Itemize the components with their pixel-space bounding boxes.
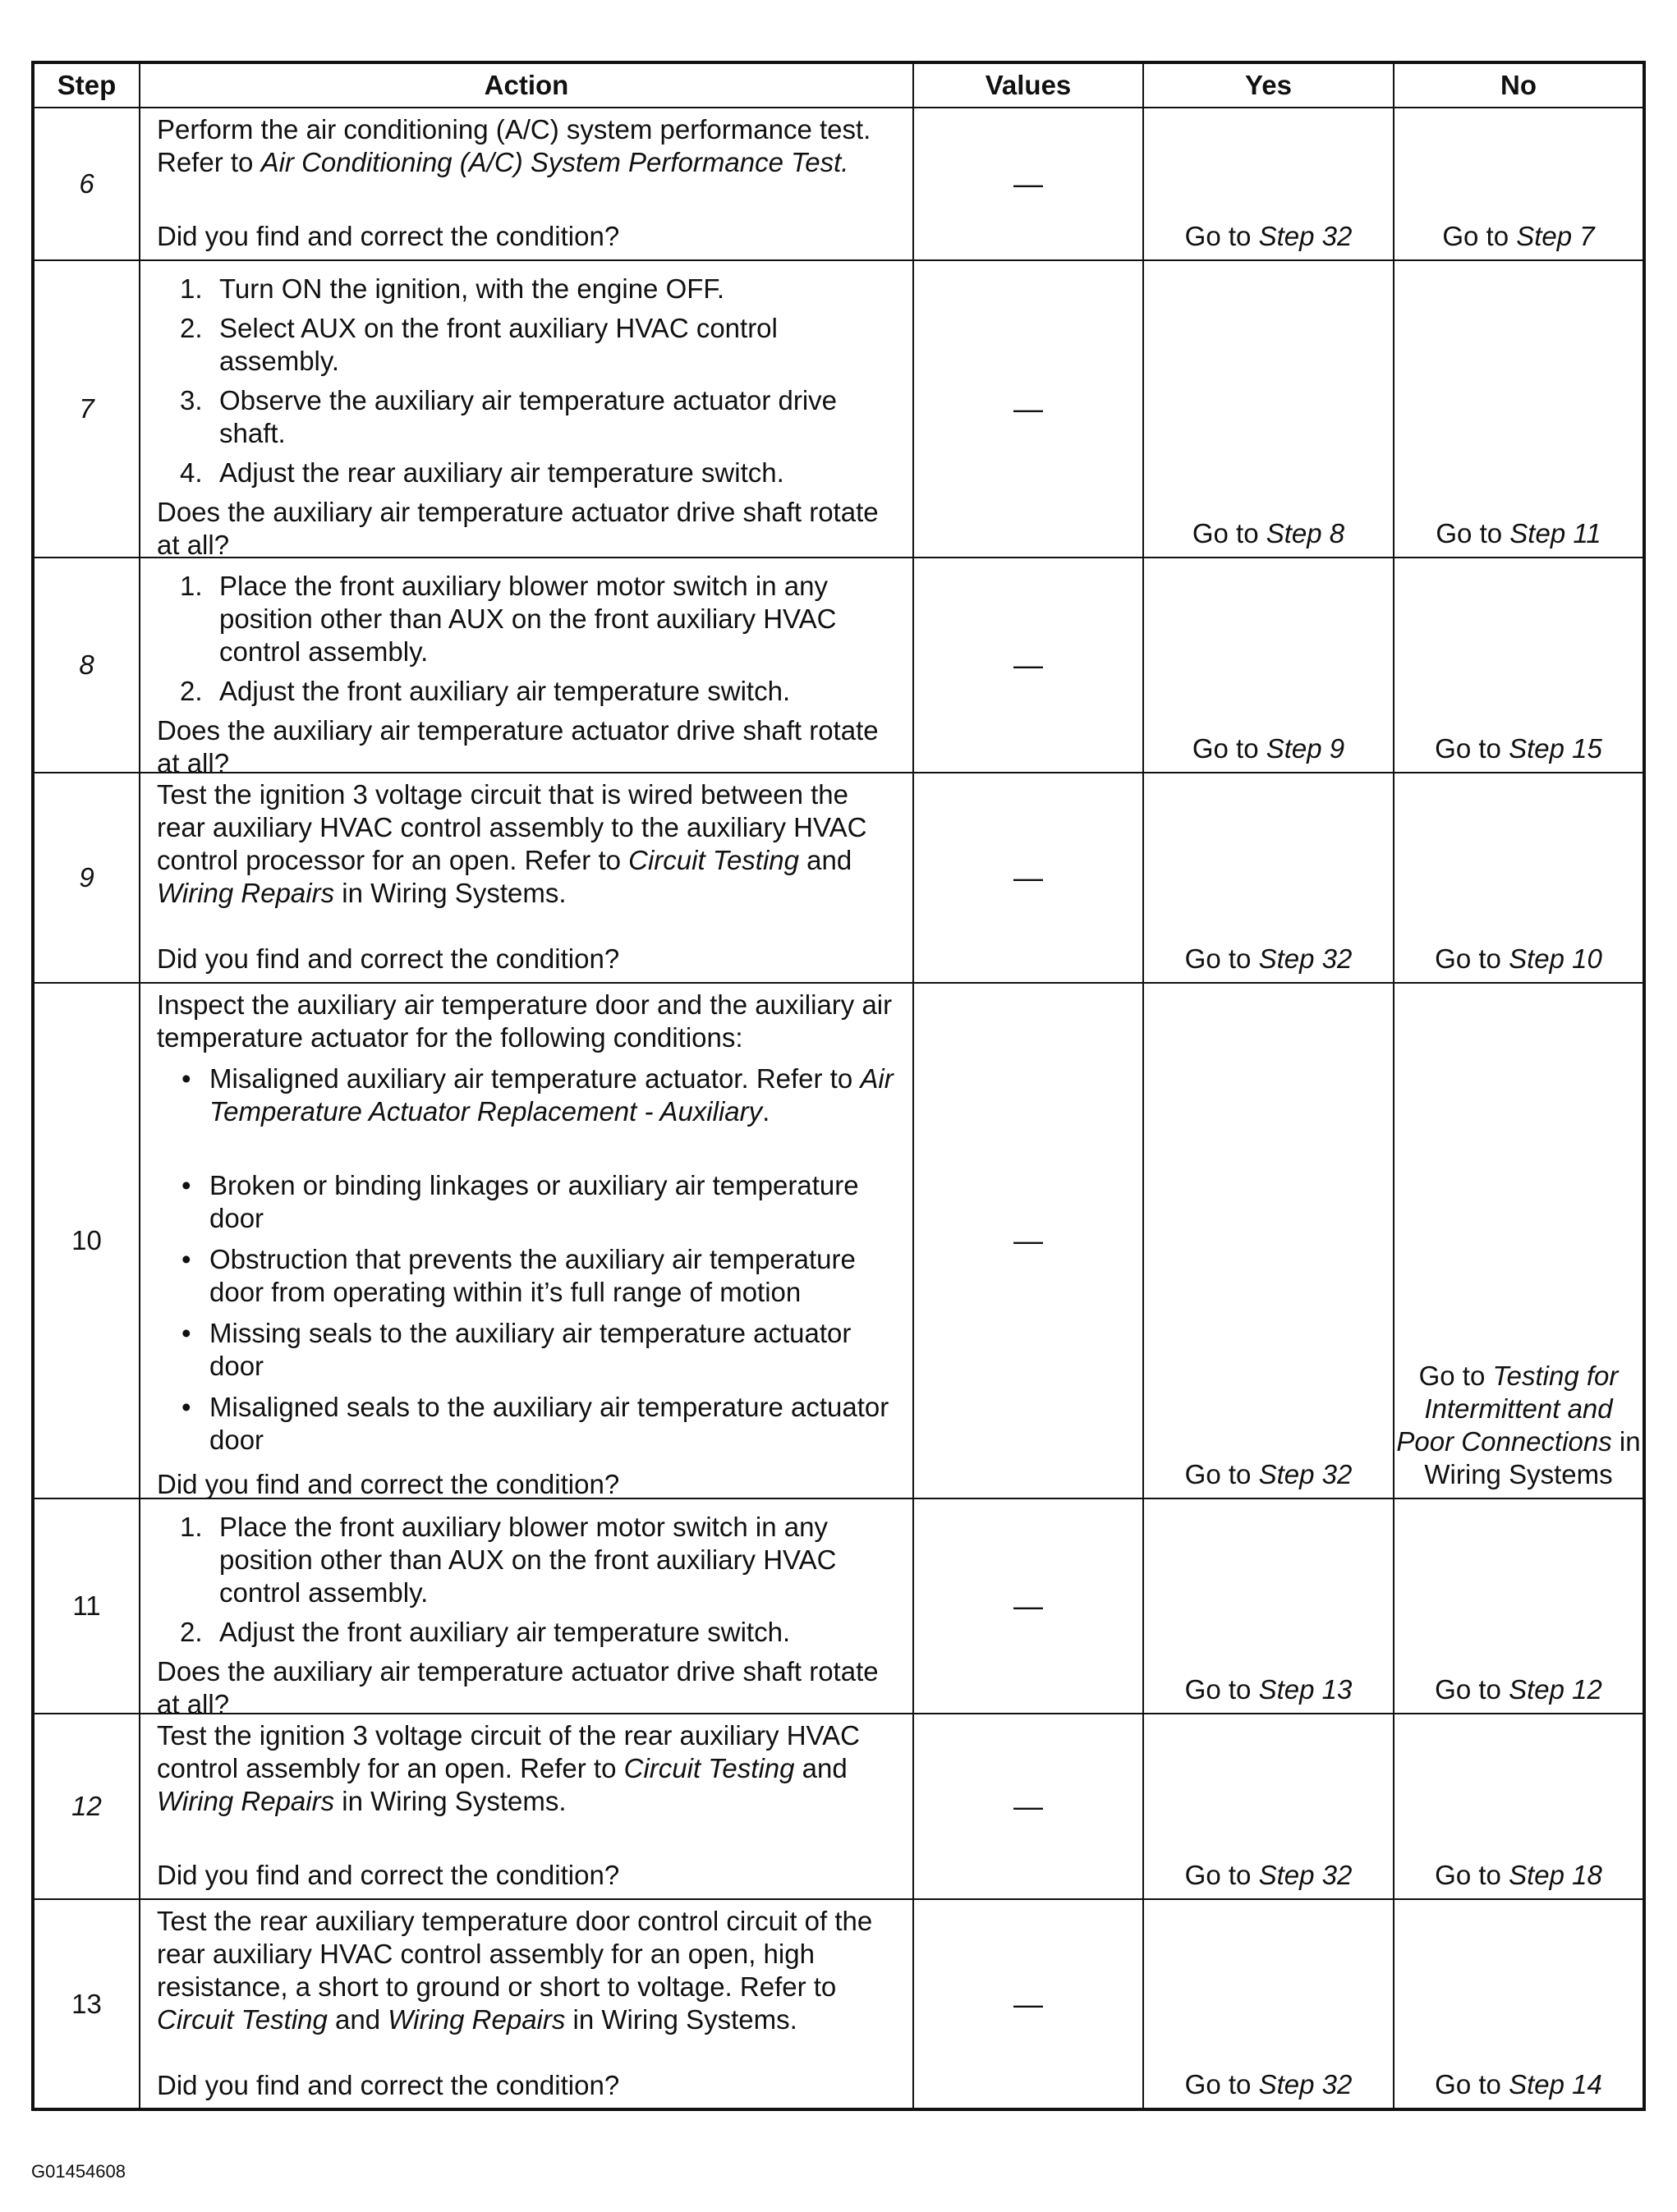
- list-item: • Obstruction that prevents the auxiliary air temperature door from operating within it’s full range of motion: [157, 1243, 901, 1309]
- step-number: 12: [33, 1714, 140, 1899]
- list-item: • Broken or binding linkages or auxiliary air temperature door: [157, 1169, 901, 1235]
- step-number: 8: [33, 558, 140, 773]
- yes-cell: Go to Step 8: [1143, 260, 1394, 558]
- header-row: [33, 62, 1644, 108]
- no-cell: Go to Step 11: [1394, 260, 1644, 558]
- value-cell: —: [913, 773, 1143, 983]
- list-item: 1. Turn ON the ignition, with the engine OFF.: [180, 273, 725, 304]
- table-row: [33, 983, 1644, 1498]
- table-row: [33, 1498, 1644, 1714]
- action-cell: [140, 1498, 913, 1719]
- table-row: [33, 1714, 1644, 1899]
- table-row: [33, 773, 1644, 983]
- list-item: 1. Place the front auxiliary blower motor switch in any position other than AUX on the front auxiliary HVAC control assembly.: [180, 571, 837, 667]
- value-cell: —: [913, 1498, 1143, 1714]
- no-cell: Go to Testing for Intermittent and Poor Connections in Wiring Systems: [1394, 983, 1644, 1498]
- yes-cell: Go to Step 9: [1143, 558, 1394, 773]
- action-question: Did you find and correct the condition?: [157, 1469, 620, 1499]
- action-text: Test the ignition 3 voltage circuit that is wired between the rear auxiliary HVAC control assembly to the auxiliary HVAC control processor for an open. Refer to Circuit Testing and Wiring Repairs in Wiring Systems.: [157, 779, 867, 908]
- action-cell: [140, 558, 913, 778]
- table-row: [33, 108, 1644, 260]
- table-row: [33, 260, 1644, 558]
- no-cell: Go to Step 10: [1394, 773, 1644, 983]
- yes-cell: Go to Step 32: [1143, 108, 1394, 260]
- action-question: Does the auxiliary air temperature actuator drive shaft rotate at all?: [157, 715, 879, 778]
- header-values: Values: [913, 62, 1143, 108]
- value-cell: —: [913, 558, 1143, 773]
- list-item: 2. Select AUX on the front auxiliary HVAC control assembly.: [180, 313, 778, 376]
- figure-id: G01454608: [31, 2161, 126, 2182]
- action-cell: [140, 260, 913, 558]
- value-cell: —: [913, 1899, 1143, 2109]
- list-item: 4. Adjust the rear auxiliary air temperature switch.: [180, 457, 784, 488]
- list-item: • Misaligned seals to the auxiliary air temperature actuator door: [157, 1391, 901, 1457]
- action-cell: [140, 773, 913, 983]
- step-number: 9: [33, 773, 140, 983]
- action-cell: [140, 1899, 913, 2109]
- list-item: 2. Adjust the front auxiliary air temperature switch.: [180, 1617, 791, 1647]
- step-number: 13: [33, 1899, 140, 2109]
- yes-cell: Go to Step 13: [1143, 1498, 1394, 1714]
- yes-cell: Go to Step 32: [1143, 1899, 1394, 2109]
- value-cell: —: [913, 1714, 1143, 1899]
- action-text: Perform the air conditioning (A/C) system performance test. Refer to Air Conditioning (A/C) System Performance Test.: [157, 114, 871, 177]
- action-question: Does the auxiliary air temperature actuator drive shaft rotate at all?: [157, 1656, 879, 1719]
- no-cell: Go to Step 14: [1394, 1899, 1644, 2109]
- action-question: Did you find and correct the condition?: [157, 2070, 620, 2100]
- action-text: Inspect the auxiliary air temperature door and the auxiliary air temperature actuator for the following conditions:: [157, 989, 893, 1053]
- numbered-list: [157, 563, 901, 714]
- no-cell: Go to Step 7: [1394, 108, 1644, 260]
- list-item: 3. Observe the auxiliary air temperature actuator drive shaft.: [180, 385, 838, 448]
- list-item: • Misaligned auxiliary air temperature actuator. Refer to Air Temperature Actuator Replacement - Auxiliary.: [157, 1062, 901, 1161]
- action-text: Test the ignition 3 voltage circuit of the rear auxiliary HVAC control assembly for an open. Refer to Circuit Testing and Wiring Repairs in Wiring Systems.: [157, 1720, 860, 1816]
- action-cell: [140, 983, 913, 1498]
- step-number: 11: [33, 1498, 140, 1714]
- action-question: Did you find and correct the condition?: [157, 1860, 620, 1890]
- header-action: Action: [140, 62, 913, 108]
- step-number: 6: [33, 108, 140, 260]
- header-no: No: [1394, 62, 1644, 108]
- yes-cell: Go to Step 32: [1143, 1714, 1394, 1899]
- diagnostic-table: [31, 61, 1646, 2111]
- list-item: 2. Adjust the front auxiliary air temperature switch.: [180, 676, 791, 706]
- yes-cell: Go to Step 32: [1143, 773, 1394, 983]
- table-row: [33, 1899, 1644, 2109]
- header-yes: Yes: [1143, 62, 1394, 108]
- table-row: [33, 558, 1644, 773]
- value-cell: —: [913, 260, 1143, 558]
- no-cell: Go to Step 12: [1394, 1498, 1644, 1714]
- list-item: • Missing seals to the auxiliary air temperature actuator door: [157, 1317, 901, 1383]
- yes-cell: Go to Step 32: [1143, 983, 1394, 1498]
- numbered-list: [157, 1504, 901, 1655]
- action-cell: [140, 108, 913, 260]
- action-cell: [140, 1714, 913, 1899]
- bullet-list: [157, 1058, 901, 1465]
- action-question: Did you find and correct the condition?: [157, 221, 620, 251]
- header-step: Step: [33, 62, 140, 108]
- value-cell: —: [913, 108, 1143, 260]
- numbered-list: [157, 266, 901, 496]
- list-item: 1. Place the front auxiliary blower motor switch in any position other than AUX on the front auxiliary HVAC control assembly.: [180, 1512, 837, 1608]
- no-cell: Go to Step 15: [1394, 558, 1644, 773]
- no-cell: Go to Step 18: [1394, 1714, 1644, 1899]
- step-number: 7: [33, 260, 140, 558]
- value-cell: —: [913, 983, 1143, 1498]
- step-number: 10: [33, 983, 140, 1498]
- action-text: Test the rear auxiliary temperature door control circuit of the rear auxiliary HVAC control assembly for an open, high resistance, a short to ground or short to voltage. Refer to Circuit Testing and Wiring Repairs in Wiring Systems.: [157, 1906, 873, 2035]
- action-question: Did you find and correct the condition?: [157, 943, 620, 974]
- action-question: Does the auxiliary air temperature actuator drive shaft rotate at all?: [157, 497, 879, 560]
